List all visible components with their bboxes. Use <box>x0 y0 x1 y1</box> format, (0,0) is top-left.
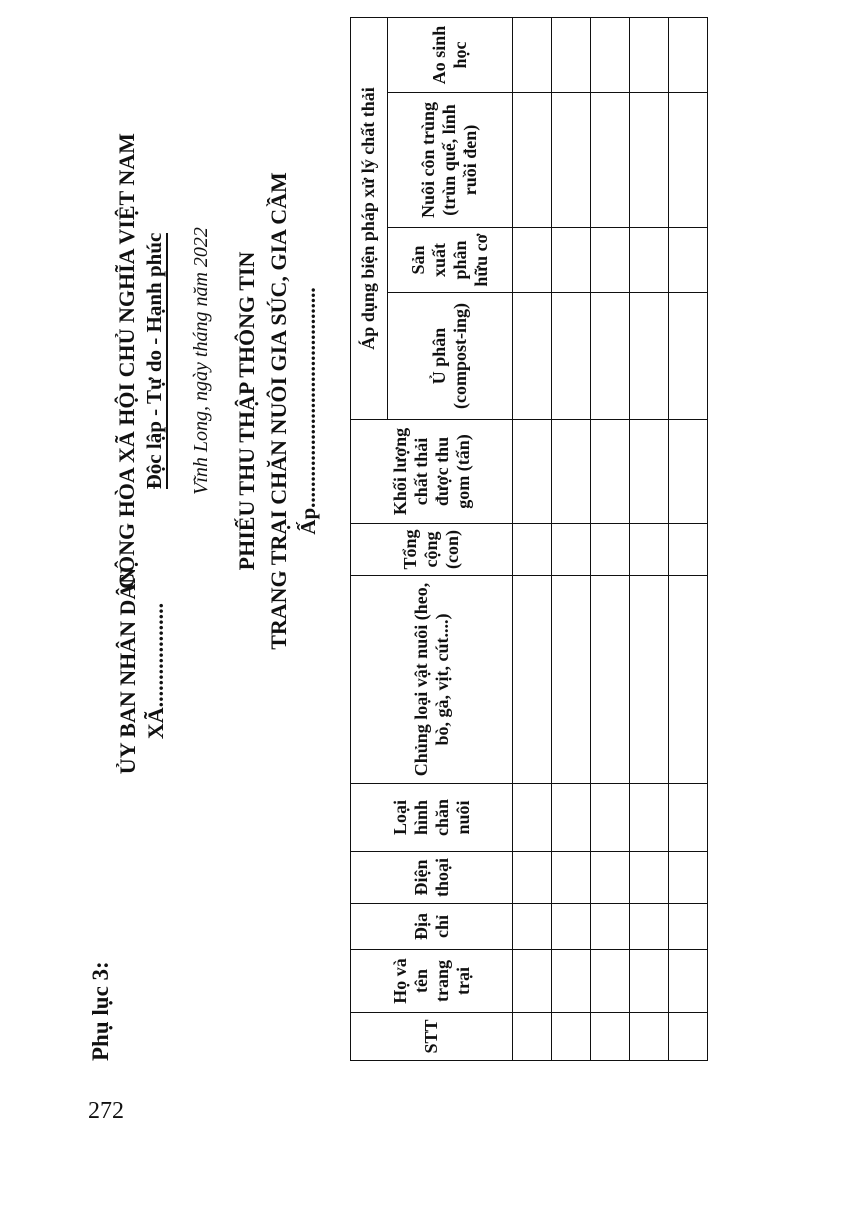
table-cell[interactable] <box>513 17 552 92</box>
table-cell[interactable] <box>669 1013 708 1061</box>
table-cell[interactable] <box>552 293 591 420</box>
table-cell[interactable] <box>552 904 591 950</box>
table-cell[interactable] <box>630 950 669 1013</box>
table-cell[interactable] <box>513 950 552 1013</box>
col-type-header: Loại hình chăn nuôi <box>351 784 513 852</box>
table-cell[interactable] <box>552 420 591 524</box>
table-cell[interactable] <box>630 784 669 852</box>
table-cell[interactable] <box>669 524 708 576</box>
table-row <box>630 17 669 1060</box>
form-title-line1: PHIẾU THU THẬP THÔNG TIN <box>234 251 259 571</box>
table-cell[interactable] <box>591 784 630 852</box>
table-cell[interactable] <box>591 1013 630 1061</box>
col-name-header: Họ và tên trang trại <box>351 950 513 1013</box>
table-cell[interactable] <box>552 784 591 852</box>
table-cell[interactable] <box>513 420 552 524</box>
table-cell[interactable] <box>552 576 591 784</box>
table-cell[interactable] <box>630 228 669 293</box>
col-waste-volume-header: Khối lượng chất thải được thu gom (tấn) <box>351 420 513 524</box>
table-cell[interactable] <box>591 904 630 950</box>
table-cell[interactable] <box>552 852 591 904</box>
col-stt-header: STT <box>351 1013 513 1061</box>
table-cell[interactable] <box>513 93 552 228</box>
table-cell[interactable] <box>591 93 630 228</box>
col-biopond-header: Ao sinh học <box>387 17 512 92</box>
table-cell[interactable] <box>552 1013 591 1061</box>
table-cell[interactable] <box>669 93 708 228</box>
table-cell[interactable] <box>591 576 630 784</box>
table-row <box>591 17 630 1060</box>
table-cell[interactable] <box>513 524 552 576</box>
table-cell[interactable] <box>669 420 708 524</box>
table-cell[interactable] <box>552 228 591 293</box>
table-cell[interactable] <box>513 1013 552 1061</box>
table-cell[interactable] <box>630 1013 669 1061</box>
table-cell[interactable] <box>669 293 708 420</box>
appendix-label: Phụ lục 3: <box>88 961 113 1061</box>
survey-table <box>350 17 708 1061</box>
table-row <box>552 17 591 1060</box>
motto <box>142 101 167 621</box>
table-cell[interactable] <box>591 950 630 1013</box>
col-address-header: Địa chỉ <box>351 904 513 950</box>
table-cell[interactable] <box>669 852 708 904</box>
table-cell[interactable] <box>630 293 669 420</box>
table-cell[interactable] <box>513 852 552 904</box>
measures-group-header: Áp dụng biện pháp xử lý chất thải <box>351 17 388 419</box>
table-row <box>513 17 552 1060</box>
table-cell[interactable] <box>630 852 669 904</box>
table-cell[interactable] <box>513 293 552 420</box>
table-cell[interactable] <box>513 228 552 293</box>
col-organic-header: Sản xuất phân hữu cơ <box>387 228 512 293</box>
col-insects-header: Nuôi côn trùng (trùn quế, lính ruồi đen) <box>387 93 512 228</box>
table-cell[interactable] <box>669 904 708 950</box>
table-cell[interactable] <box>669 784 708 852</box>
table-cell[interactable] <box>513 576 552 784</box>
col-composting-header: Ủ phân (compost-ing) <box>387 293 512 420</box>
hamlet-field: Ấp.......................................... <box>296 287 320 535</box>
header-row-1 <box>351 17 388 1060</box>
table-cell[interactable] <box>669 17 708 92</box>
table-cell[interactable] <box>630 420 669 524</box>
table-cell[interactable] <box>630 17 669 92</box>
page-number: 272 <box>88 1098 124 1124</box>
table-row <box>669 17 708 1060</box>
table-cell[interactable] <box>513 904 552 950</box>
table-cell[interactable] <box>552 93 591 228</box>
table-cell[interactable] <box>591 17 630 92</box>
col-phone-header: Điện thoại <box>351 852 513 904</box>
table-cell[interactable] <box>630 904 669 950</box>
col-total-header: Tổng cộng (con) <box>351 524 513 576</box>
motto-text: Độc lập - Tự do - Hạnh phúc <box>142 232 166 490</box>
table-cell[interactable] <box>630 524 669 576</box>
dateline: Vĩnh Long, ngày tháng năm 2022 <box>190 227 212 495</box>
table-cell[interactable] <box>591 293 630 420</box>
table-cell[interactable] <box>591 228 630 293</box>
table-cell[interactable] <box>513 784 552 852</box>
table-cell[interactable] <box>630 93 669 228</box>
table-cell[interactable] <box>552 950 591 1013</box>
table-cell[interactable] <box>630 576 669 784</box>
commune-line: XÃ................... <box>143 602 168 740</box>
table-cell[interactable] <box>552 17 591 92</box>
table-cell[interactable] <box>552 524 591 576</box>
col-species-header: Chủng loại vật nuôi (heo, bò, gà, vịt, cút....) <box>351 576 513 784</box>
form-title-line2: TRANG TRẠI CHĂN NUÔI GIA SÚC, GIA CẦM <box>266 172 291 650</box>
committee-line: ỦY BAN NHÂN DÂN <box>115 567 140 775</box>
table-cell[interactable] <box>669 576 708 784</box>
table-cell[interactable] <box>591 420 630 524</box>
table-cell[interactable] <box>591 524 630 576</box>
table-cell[interactable] <box>669 950 708 1013</box>
table-cell[interactable] <box>669 228 708 293</box>
table-cell[interactable] <box>591 852 630 904</box>
republic-header: CỘNG HÒA XÃ HỘI CHỦ NGHĨA VIỆT NAM <box>114 133 139 589</box>
